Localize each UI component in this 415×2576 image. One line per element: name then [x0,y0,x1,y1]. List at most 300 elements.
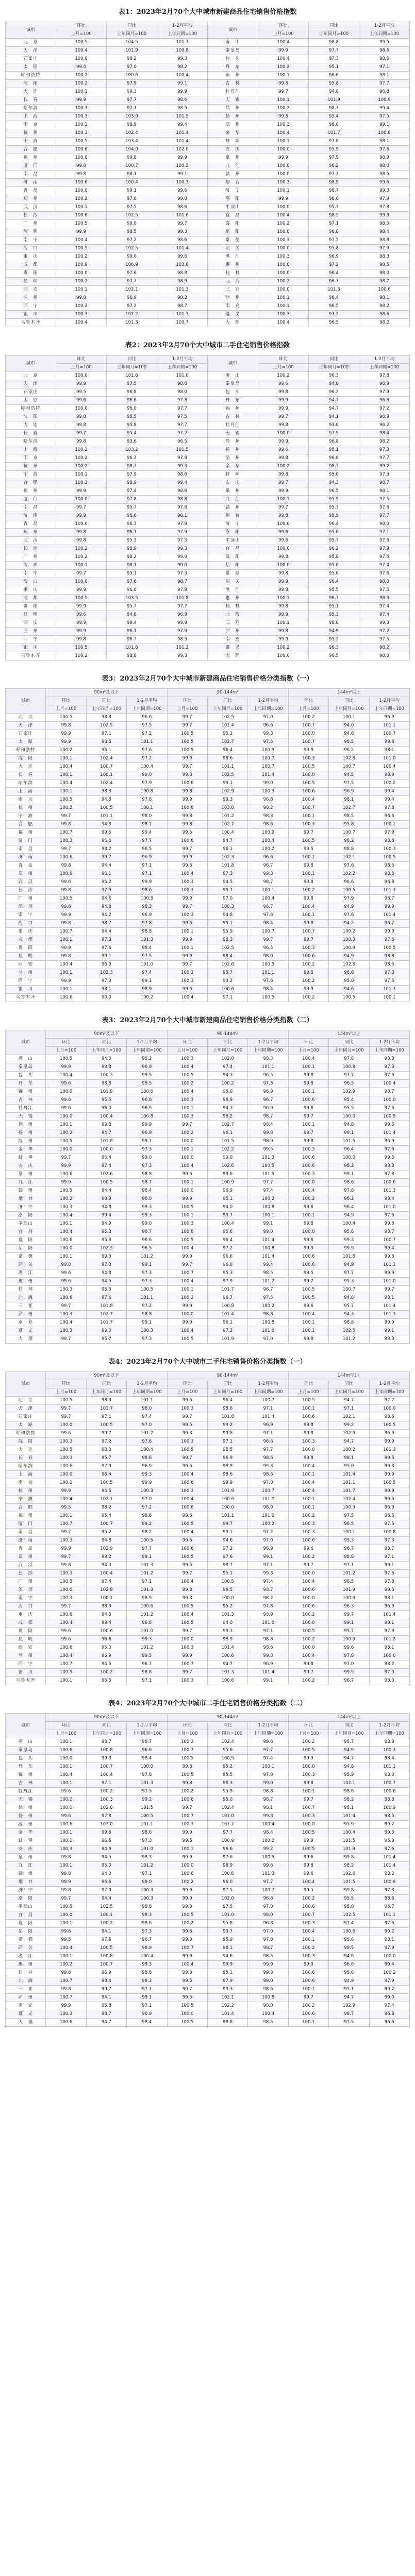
value-cell: 98.5 [107,228,157,236]
value-cell: 100.4 [46,1496,86,1504]
value-cell: 94.0 [207,1619,247,1628]
value-cell: 95.7 [309,204,359,212]
city-cell: 哈尔滨 [6,438,56,446]
value-cell: 101.8 [329,1253,369,1261]
value-cell: 100.7 [46,1977,86,1986]
value-cell: 97.6 [86,944,126,953]
value-cell: 99.5 [56,388,107,397]
value-cell: 99.8 [46,1261,86,1269]
value-cell: 98.1 [359,487,410,496]
value-cell: 99.8 [46,1870,86,1878]
value-cell: 95.0 [309,471,359,479]
table-row [6,537,410,545]
value-cell: 100.5 [288,1294,328,1302]
value-cell: 100.0 [369,1652,409,1660]
value-cell: 101.7 [157,39,208,47]
value-cell: 94.7 [207,837,247,845]
value-cell: 100.4 [288,1652,328,1660]
city-cell: 大 理 [208,652,258,660]
value-cell: 100.4 [369,763,409,771]
value-cell: 99.8 [258,570,309,578]
table-row [6,1928,410,1936]
value-cell: 98.4 [207,953,247,961]
value-cell: 100.6 [288,1969,328,1977]
value-cell: 101.1 [248,969,288,977]
value-cell: 98.2 [207,1113,247,1121]
value-cell: 99.1 [329,1171,369,1179]
header-city: 城市 [6,355,56,372]
value-cell: 99.7 [56,570,107,578]
header-yoy: 同比 [329,1722,369,1730]
value-cell: 98.6 [369,1413,409,1421]
city-cell: 杭 州 [6,129,56,138]
city-cell: 唐 山 [6,1738,46,1747]
value-cell: 100.3 [167,977,207,986]
city-cell: 南 宁 [6,911,46,920]
value-cell: 101.4 [329,1812,369,1821]
city-cell: 南 宁 [6,570,56,578]
header-avg: 1-2月平均 [248,697,288,705]
value-cell: 99.9 [258,636,309,644]
header-base: 上年同月=100 [207,1730,247,1738]
table-row [6,1755,410,1763]
value-cell: 94.9 [329,1747,369,1755]
header-mom: 环比 [258,355,309,364]
value-cell: 100.3 [288,1771,328,1780]
value-cell: 100.0 [207,1504,247,1512]
value-cell: 100.4 [167,994,207,1002]
value-cell: 95.1 [309,603,359,611]
value-cell: 100.6 [207,986,247,994]
value-cell: 101.3 [369,986,409,994]
value-cell: 94.7 [86,2019,126,2027]
header-base: 上年同期=100 [369,1047,409,1055]
value-cell: 98.7 [157,302,208,311]
value-cell: 97.7 [127,1545,167,1553]
value-cell: 99.8 [288,1780,328,1788]
value-cell: 99.6 [258,529,309,537]
value-cell: 100.7 [157,319,208,327]
value-cell: 98.5 [329,738,369,747]
table-row [6,1804,410,1812]
value-cell: 100.1 [56,88,107,96]
value-cell: 99.8 [288,1072,328,1080]
value-cell: 99.3 [127,1636,167,1644]
value-cell: 100.2 [369,1969,409,1977]
value-cell: 100.2 [207,1080,247,1088]
table-row [6,212,410,220]
value-cell: 102.6 [207,1162,247,1171]
value-cell: 98.3 [359,253,410,261]
city-cell: 吉 林 [208,413,258,421]
city-cell: 三 亚 [208,286,258,294]
value-cell: 99.3 [157,55,208,63]
value-cell: 100.4 [167,1496,207,1504]
city-cell: 上 海 [6,788,46,796]
value-cell: 99.3 [248,870,288,878]
city-cell: 广 州 [6,1578,46,1586]
value-cell: 100.4 [288,1479,328,1487]
value-cell: 98.8 [329,1319,369,1327]
value-cell: 100.5 [56,220,107,228]
value-cell: 99.4 [248,1261,288,1269]
header-avg: 1-2月平均 [127,1380,167,1388]
value-cell: 97.1 [248,1405,288,1413]
value-cell: 100.5 [248,1854,288,1862]
value-cell: 99.0 [127,1154,167,1162]
value-cell: 99.7 [258,88,309,96]
value-cell: 97.5 [127,953,167,961]
value-cell: 98.6 [207,1405,247,1413]
city-cell: 无 锡 [208,96,258,105]
value-cell: 101.2 [127,1570,167,1578]
table-row [6,1072,410,1080]
table-row [6,1088,410,1096]
value-cell: 98.7 [86,920,126,928]
price-index-table [5,1371,410,1685]
value-cell: 95.4 [309,113,359,121]
value-cell: 97.6 [157,504,208,512]
table-row [6,1796,410,1804]
header-base: 上年同期=100 [248,1388,288,1397]
value-cell: 99.9 [46,1179,86,1187]
value-cell: 98.3 [248,1055,288,1063]
value-cell: 96.7 [369,1903,409,1911]
value-cell: 94.9 [329,1977,369,1986]
value-cell: 97.2 [86,1438,126,1446]
value-cell: 96.7 [369,920,409,928]
value-cell: 100.0 [46,1586,86,1595]
header-avg: 1-2月平均 [127,1722,167,1730]
city-cell: 武 汉 [6,537,56,545]
value-cell: 98.7 [248,878,288,887]
value-cell: 99.3 [207,1986,247,1994]
value-cell: 97.7 [329,1072,369,1080]
value-cell: 101.4 [369,911,409,920]
value-cell: 100.1 [127,804,167,812]
value-cell: 99.3 [207,1628,247,1636]
header-yoy: 同比 [107,22,157,30]
value-cell: 100.0 [288,1619,328,1628]
table-row [6,1479,410,1487]
value-cell: 96.2 [359,421,410,430]
city-cell: 哈尔滨 [6,779,46,788]
value-cell: 100.3 [329,936,369,944]
value-cell: 99.5 [369,1121,409,1129]
value-cell: 99.7 [167,1121,207,1129]
value-cell: 99.6 [288,1236,328,1245]
value-cell: 99.3 [157,545,208,553]
value-cell: 99.6 [167,920,207,928]
value-cell: 97.5 [127,1788,167,1796]
value-cell: 96.5 [207,1586,247,1595]
city-cell: 桂 林 [208,269,258,278]
value-cell: 99.8 [258,113,309,121]
value-cell: 101.9 [329,1586,369,1595]
value-cell: 99.8 [56,413,107,421]
value-cell: 100.5 [46,1397,86,1405]
value-cell: 100.4 [167,1088,207,1096]
value-cell: 98.5 [248,1953,288,1961]
value-cell: 99.5 [369,1154,409,1162]
value-cell: 102.4 [107,129,157,138]
value-cell: 99.6 [167,1537,207,1545]
header-base: 上年同期=100 [127,1047,167,1055]
value-cell: 97.1 [329,1405,369,1413]
value-cell: 96.6 [369,2019,409,2027]
value-cell: 98.5 [248,2019,288,2027]
value-cell: 97.9 [207,1977,247,1986]
value-cell: 100.1 [56,286,107,294]
value-cell: 102.0 [157,146,208,154]
value-cell: 97.0 [248,1335,288,1344]
value-cell: 97.1 [369,1553,409,1562]
value-cell: 98.0 [127,1405,167,1413]
value-cell: 101.7 [329,1487,369,1496]
value-cell: 99.6 [369,1496,409,1504]
value-cell: 99.8 [207,1430,247,1438]
value-cell: 97.5 [207,1903,247,1911]
value-cell: 100.2 [167,1788,207,1796]
value-cell: 100.4 [288,1928,328,1936]
value-cell: 96.4 [309,578,359,586]
city-cell: 牡丹江 [208,421,258,430]
value-cell: 96.8 [248,1920,288,1928]
price-index-table [5,355,410,660]
value-cell: 98.6 [86,1080,126,1088]
value-cell: 97.8 [329,1187,369,1195]
city-cell: 唐 山 [208,39,258,47]
value-cell: 96.6 [309,72,359,80]
value-cell: 100.3 [127,1327,167,1335]
value-cell: 99.4 [56,63,107,72]
value-cell: 97.4 [359,611,410,619]
table-row [6,179,410,187]
value-cell: 98.3 [369,1335,409,1344]
value-cell: 100.2 [167,1080,207,1088]
value-cell: 96.1 [107,628,157,636]
city-cell: 昆 明 [6,953,46,961]
value-cell: 99.9 [46,738,86,747]
header-base: 上月=100 [56,30,107,39]
city-cell: 蚌 埠 [6,1837,46,1845]
value-cell: 100.3 [167,878,207,887]
table-row [6,1529,410,1537]
value-cell: 95.8 [309,80,359,88]
value-cell: 99.9 [157,619,208,628]
value-cell: 100.5 [56,644,107,652]
value-cell: 97.8 [329,1652,369,1660]
value-cell: 99.8 [258,603,309,611]
value-cell: 98.7 [86,2010,126,2019]
table-row [6,545,410,553]
city-cell: 徐 州 [6,1804,46,1812]
value-cell: 100.1 [167,1179,207,1187]
value-cell: 100.0 [288,1446,328,1454]
city-cell: 岳 阳 [6,1245,46,1253]
value-cell: 101.4 [248,1236,288,1245]
city-cell: 贵 阳 [6,944,46,953]
value-cell: 99.7 [46,1553,86,1562]
value-cell: 96.9 [248,1421,288,1430]
value-cell: 98.0 [359,578,410,586]
value-cell: 99.9 [56,487,107,496]
value-cell: 95.6 [207,1228,247,1236]
value-cell: 99.8 [46,887,86,895]
table-row [6,1669,410,1677]
table-block [5,342,410,660]
value-cell: 102.7 [207,1121,247,1129]
value-cell: 100.2 [56,652,107,660]
table-row [6,1911,410,1920]
value-cell: 99.9 [46,1487,86,1496]
value-cell: 99.6 [329,1644,369,1652]
value-cell: 97.8 [107,496,157,504]
value-cell: 101.4 [207,2010,247,2019]
value-cell: 96.8 [107,388,157,397]
value-cell: 100.2 [46,1195,86,1204]
value-cell: 100.5 [329,887,369,895]
value-cell: 99.8 [167,1780,207,1788]
value-cell: 100.4 [248,1821,288,1829]
value-cell: 97.1 [359,63,410,72]
value-cell: 98.1 [359,72,410,80]
value-cell: 100.2 [258,463,309,471]
value-cell: 99.9 [46,977,86,986]
value-cell: 101.8 [207,1413,247,1421]
value-cell: 102.4 [86,779,126,788]
value-cell: 101.3 [369,1187,409,1195]
city-cell: 金 华 [6,1829,46,1837]
value-cell: 98.0 [86,1446,126,1454]
value-cell: 97.1 [309,220,359,228]
value-cell: 96.5 [248,1072,288,1080]
value-cell: 100.2 [46,1961,86,1969]
city-cell: 吉 林 [6,1780,46,1788]
table-row [6,421,410,430]
value-cell: 98.0 [157,388,208,397]
city-cell: 湛 江 [6,1953,46,1961]
value-cell: 100.4 [86,1113,126,1121]
value-cell: 100.2 [288,1611,328,1619]
value-cell: 98.8 [369,1796,409,1804]
value-cell: 100.9 [248,829,288,837]
value-cell: 96.1 [207,1129,247,1138]
value-cell: 99.6 [167,1463,207,1471]
value-cell: 97.6 [329,1055,369,1063]
value-cell: 100.6 [46,1644,86,1652]
value-cell: 100.5 [127,1812,167,1821]
table-row [6,854,410,862]
value-cell: 100.4 [248,895,288,903]
table-row [6,1430,410,1438]
value-cell: 101.3 [369,1311,409,1319]
value-cell: 98.8 [248,1788,288,1796]
table-row [6,294,410,302]
value-cell: 98.9 [107,545,157,553]
value-cell: 97.5 [359,636,410,644]
value-cell: 95.9 [86,1236,126,1245]
value-cell: 97.0 [248,714,288,722]
header-base: 上年同期=100 [127,1730,167,1738]
value-cell: 98.6 [369,837,409,845]
city-cell: 天 津 [6,380,56,388]
value-cell: 98.9 [127,1944,167,1953]
value-cell: 96.5 [309,302,359,311]
value-cell: 98.9 [309,179,359,187]
value-cell: 99.6 [369,738,409,747]
city-cell: 九 江 [6,1862,46,1870]
value-cell: 95.9 [207,1936,247,1944]
value-cell: 100.6 [167,1504,207,1512]
value-cell: 97.2 [127,1302,167,1311]
city-cell: 杭 州 [6,1487,46,1496]
value-cell: 99.7 [369,1286,409,1294]
value-cell: 99.8 [56,294,107,302]
value-cell: 101.8 [86,1138,126,1146]
value-cell: 99.6 [46,1788,86,1796]
value-cell: 99.6 [369,1220,409,1228]
value-cell: 99.1 [207,920,247,928]
value-cell: 94.0 [86,1055,126,1063]
value-cell: 100.1 [258,302,309,311]
value-cell: 98.6 [369,1895,409,1903]
value-cell: 100.1 [258,72,309,80]
value-cell: 100.6 [46,1236,86,1245]
table-block [5,1358,410,1685]
value-cell: 97.4 [359,562,410,570]
header-avg: 1-2月平均 [248,1380,288,1388]
value-cell: 97.2 [309,311,359,319]
city-cell: 深 圳 [6,1586,46,1595]
city-cell: 郑 州 [6,195,56,204]
value-cell: 95.8 [207,1920,247,1928]
city-cell: 西 宁 [6,977,46,986]
city-cell: 平顶山 [6,1220,46,1228]
city-cell: 西 安 [6,286,56,294]
value-cell: 101.3 [369,1446,409,1454]
document-page [5,0,410,2046]
value-cell: 99.9 [167,1936,207,1944]
value-cell: 99.7 [127,1138,167,1146]
value-cell: 101.0 [369,1204,409,1212]
table-row [6,738,410,747]
value-cell: 99.6 [56,397,107,405]
city-cell: 蚌 埠 [6,1154,46,1162]
value-cell: 98.5 [329,1578,369,1586]
value-cell: 101.5 [329,1837,369,1845]
city-cell: 襄 阳 [6,1236,46,1245]
table-row [6,72,410,80]
value-cell: 99.5 [127,1072,167,1080]
header-yoy: 同比 [329,1380,369,1388]
city-cell: 北 海 [208,611,258,619]
value-cell: 96.7 [248,1286,288,1294]
header-mom: 环比 [56,355,107,364]
value-cell: 95.0 [86,1862,126,1870]
value-cell: 98.8 [369,1162,409,1171]
value-cell: 101.3 [369,887,409,895]
value-cell: 99.9 [369,1319,409,1327]
value-cell: 97.4 [248,1187,288,1195]
city-cell: 沈 阳 [6,1438,46,1446]
value-cell: 98.6 [207,1471,247,1479]
header-category: 90-144m² [167,1714,288,1722]
city-cell: 乌鲁木齐 [6,652,56,660]
value-cell: 96.8 [127,1096,167,1105]
value-cell: 95.3 [107,537,157,545]
table-row [6,1113,410,1121]
